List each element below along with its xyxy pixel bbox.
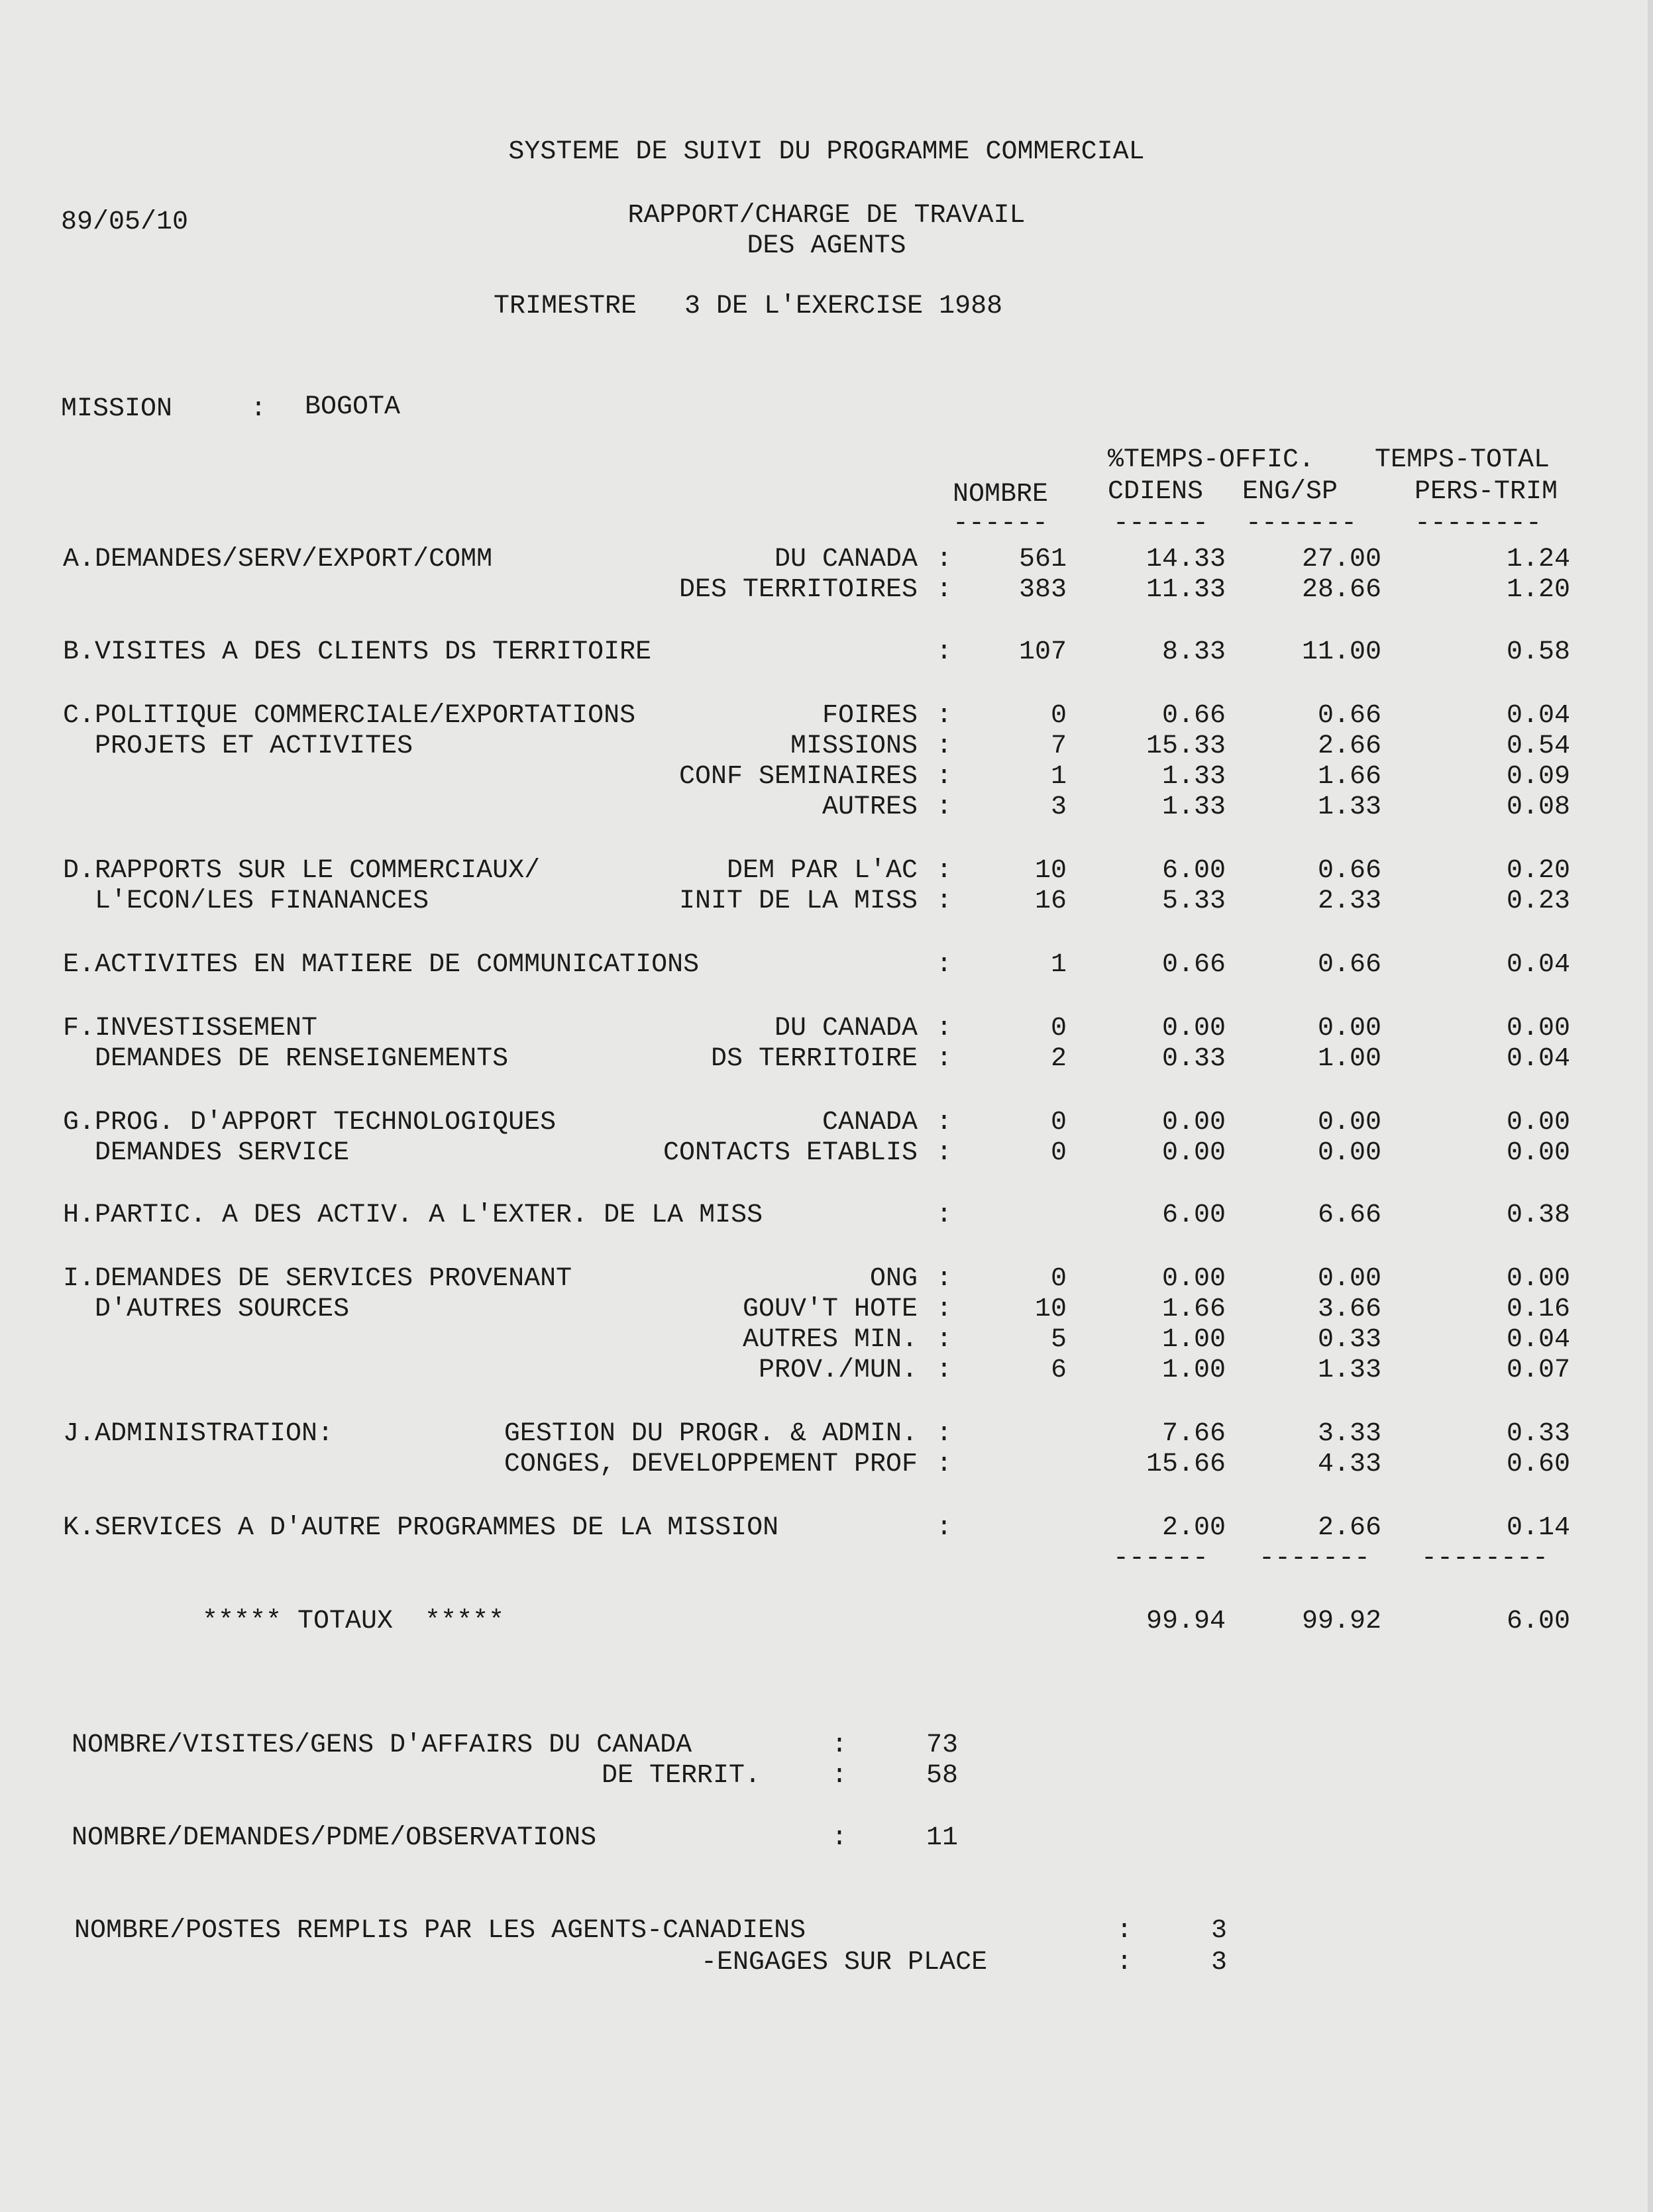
row-nombre-value: 0 <box>1050 1014 1067 1043</box>
mission-colon: : <box>250 394 267 424</box>
row-engsp-value: 3.66 <box>1317 1294 1381 1324</box>
postes-value: 3 <box>1211 1916 1228 1946</box>
row-cdiens-value: 15.66 <box>1146 1449 1226 1479</box>
row-cdiens-value: 1.00 <box>1161 1325 1226 1355</box>
row-nombre-value: 7 <box>1050 731 1067 761</box>
row-engsp-value: 2.66 <box>1317 731 1381 761</box>
row-nombre-value: 3 <box>1050 792 1067 822</box>
territ-colon: : <box>831 1761 848 1791</box>
postes-label: NOMBRE/POSTES REMPLIS PAR LES AGENTS-CANADIENS <box>74 1916 806 1946</box>
row-pers-trim-value: 0.00 <box>1506 1014 1570 1043</box>
row-engsp-value: 1.66 <box>1317 762 1381 792</box>
header-underline-engsp: ------- <box>1246 509 1358 539</box>
row-colon: : <box>936 575 953 605</box>
col-header-engsp: ENG/SP <box>1242 477 1338 507</box>
row-category-label: PROJETS ET ACTIVITES <box>63 731 413 761</box>
row-pers-trim-value: 0.23 <box>1506 886 1570 916</box>
row-colon: : <box>936 792 953 822</box>
territ-value: 58 <box>926 1761 959 1791</box>
row-subcategory-label: CONF SEMINAIRES <box>678 762 918 792</box>
row-category-label: J.ADMINISTRATION: <box>63 1419 334 1449</box>
row-engsp-value: 6.66 <box>1317 1200 1381 1230</box>
row-cdiens-value: 14.33 <box>1146 545 1226 574</box>
row-colon: : <box>936 856 953 886</box>
row-category-label: C.POLITIQUE COMMERCIALE/EXPORTATIONS <box>63 701 636 731</box>
row-nombre-value: 107 <box>1018 637 1067 667</box>
row-nombre-value: 5 <box>1050 1325 1067 1355</box>
row-pers-trim-value: 0.54 <box>1506 731 1570 761</box>
row-nombre-value: 10 <box>1034 1294 1067 1324</box>
header-underline-cdiens: ------ <box>1113 509 1209 539</box>
row-colon: : <box>936 637 953 667</box>
row-pers-trim-value: 0.04 <box>1506 950 1570 980</box>
totals-engsp: 99.92 <box>1301 1606 1381 1636</box>
row-engsp-value: 0.66 <box>1317 950 1381 980</box>
col-header-nombre: NOMBRE <box>953 480 1049 509</box>
engages-value: 3 <box>1211 1948 1228 1977</box>
row-cdiens-value: 1.33 <box>1161 762 1226 792</box>
row-pers-trim-value: 0.58 <box>1506 637 1570 667</box>
row-colon: : <box>936 1014 953 1043</box>
demandes-value: 11 <box>926 1823 959 1853</box>
row-category-label: DEMANDES DE RENSEIGNEMENTS <box>63 1044 509 1074</box>
row-cdiens-value: 5.33 <box>1161 886 1226 916</box>
report-title-line-1: RAPPORT/CHARGE DE TRAVAIL <box>627 201 1026 231</box>
row-pers-trim-value: 0.04 <box>1506 701 1570 731</box>
report-date: 89/05/10 <box>61 207 189 237</box>
row-colon: : <box>936 886 953 916</box>
row-pers-trim-value: 0.16 <box>1506 1294 1570 1324</box>
col-header-pct-temps-offic: %TEMPS-OFFIC. <box>1108 445 1315 475</box>
row-pers-trim-value: 1.20 <box>1506 575 1570 605</box>
row-cdiens-value: 0.66 <box>1161 950 1226 980</box>
mission-label: MISSION <box>61 394 173 424</box>
system-title: SYSTEME DE SUIVI DU PROGRAMME COMMERCIAL <box>508 137 1145 167</box>
row-colon: : <box>936 731 953 761</box>
header-underline-pers-trim: -------- <box>1414 509 1542 539</box>
row-engsp-value: 0.00 <box>1317 1014 1381 1043</box>
row-engsp-value: 3.33 <box>1317 1419 1381 1449</box>
row-nombre-value: 0 <box>1050 701 1067 731</box>
row-pers-trim-value: 0.04 <box>1506 1325 1570 1355</box>
row-engsp-value: 0.00 <box>1317 1108 1381 1137</box>
row-pers-trim-value: 0.20 <box>1506 856 1570 886</box>
row-nombre-value: 10 <box>1034 856 1067 886</box>
row-colon: : <box>936 1108 953 1137</box>
row-category-label: H.PARTIC. A DES ACTIV. A L'EXTER. DE LA MISS <box>63 1200 763 1230</box>
row-colon: : <box>936 950 953 980</box>
row-subcategory-label: DES TERRITOIRES <box>678 575 918 605</box>
row-category-label: DEMANDES SERVICE <box>63 1138 350 1168</box>
row-cdiens-value: 6.00 <box>1161 856 1226 886</box>
row-pers-trim-value: 0.09 <box>1506 762 1570 792</box>
row-engsp-value: 0.66 <box>1317 856 1381 886</box>
row-cdiens-value: 8.33 <box>1161 637 1226 667</box>
report-title-line-2: DES AGENTS <box>747 231 906 261</box>
row-subcategory-label: CONTACTS ETABLIS <box>663 1138 918 1168</box>
row-subcategory-label: MISSIONS <box>790 731 918 761</box>
row-pers-trim-value: 0.00 <box>1506 1264 1570 1294</box>
mission-value: BOGOTA <box>305 392 401 422</box>
row-engsp-value: 0.66 <box>1317 701 1381 731</box>
row-colon: : <box>936 1325 953 1355</box>
totals-label: ***** TOTAUX ***** <box>202 1606 505 1636</box>
row-subcategory-label: ONG <box>869 1264 918 1294</box>
row-engsp-value: 4.33 <box>1317 1449 1381 1479</box>
row-engsp-value: 28.66 <box>1301 575 1381 605</box>
row-engsp-value: 1.33 <box>1317 1355 1381 1385</box>
row-pers-trim-value: 0.00 <box>1506 1138 1570 1168</box>
trimester-line: TRIMESTRE 3 DE L'EXERCISE 1988 <box>494 291 1003 321</box>
row-colon: : <box>936 545 953 574</box>
row-colon: : <box>936 1044 953 1074</box>
row-cdiens-value: 0.00 <box>1161 1014 1226 1043</box>
row-colon: : <box>936 762 953 792</box>
row-subcategory-label: DEM PAR L'AC <box>726 856 918 886</box>
row-cdiens-value: 7.66 <box>1161 1419 1226 1449</box>
demandes-colon: : <box>831 1823 848 1853</box>
row-nombre-value: 1 <box>1050 762 1067 792</box>
territ-label: DE TERRIT. <box>602 1761 761 1791</box>
row-cdiens-value: 15.33 <box>1146 731 1226 761</box>
row-subcategory-label: DS TERRITOIRE <box>710 1044 918 1074</box>
row-cdiens-value: 0.00 <box>1161 1138 1226 1168</box>
row-nombre-value: 383 <box>1018 575 1067 605</box>
row-colon: : <box>936 1513 953 1543</box>
row-category-label: L'ECON/LES FINANANCES <box>63 886 429 916</box>
row-nombre-value: 0 <box>1050 1138 1067 1168</box>
row-subcategory-label: DU CANADA <box>774 545 918 574</box>
row-nombre-value: 0 <box>1050 1108 1067 1137</box>
row-colon: : <box>936 1200 953 1230</box>
row-pers-trim-value: 0.33 <box>1506 1419 1570 1449</box>
engages-colon: : <box>1116 1948 1133 1977</box>
row-category-label: D.RAPPORTS SUR LE COMMERCIAUX/ <box>63 856 541 886</box>
row-pers-trim-value: 1.24 <box>1506 545 1570 574</box>
row-subcategory-label: FOIRES <box>822 701 918 731</box>
row-pers-trim-value: 0.38 <box>1506 1200 1570 1230</box>
row-category-label: D'AUTRES SOURCES <box>63 1294 350 1324</box>
row-engsp-value: 1.00 <box>1317 1044 1381 1074</box>
row-subcategory-label: DU CANADA <box>774 1014 918 1043</box>
row-pers-trim-value: 0.04 <box>1506 1044 1570 1074</box>
row-colon: : <box>936 1449 953 1479</box>
row-cdiens-value: 1.33 <box>1161 792 1226 822</box>
row-subcategory-label: CANADA <box>822 1108 918 1137</box>
row-cdiens-value: 1.00 <box>1161 1355 1226 1385</box>
row-nombre-value: 0 <box>1050 1264 1067 1294</box>
postes-colon: : <box>1116 1916 1133 1946</box>
row-category-label: A.DEMANDES/SERV/EXPORT/COMM <box>63 545 493 574</box>
row-pers-trim-value: 0.08 <box>1506 792 1570 822</box>
row-cdiens-value: 0.00 <box>1161 1264 1226 1294</box>
row-subcategory-label: AUTRES <box>822 792 918 822</box>
row-pers-trim-value: 0.00 <box>1506 1108 1570 1137</box>
col-header-temps-total: TEMPS-TOTAL <box>1375 445 1550 475</box>
row-pers-trim-value: 0.14 <box>1506 1513 1570 1543</box>
row-engsp-value: 11.00 <box>1301 637 1381 667</box>
demandes-label: NOMBRE/DEMANDES/PDME/OBSERVATIONS <box>72 1823 597 1853</box>
row-nombre-value: 16 <box>1034 886 1067 916</box>
row-engsp-value: 1.33 <box>1317 792 1381 822</box>
row-nombre-value: 561 <box>1018 545 1067 574</box>
row-cdiens-value: 2.00 <box>1161 1513 1226 1543</box>
row-category-label: G.PROG. D'APPORT TECHNOLOGIQUES <box>63 1108 557 1137</box>
row-category-label: B.VISITES A DES CLIENTS DS TERRITOIRE <box>63 637 652 667</box>
visites-colon: : <box>831 1730 848 1760</box>
header-underline-nombre: ------ <box>953 509 1049 539</box>
row-colon: : <box>936 1355 953 1385</box>
visites-label: NOMBRE/VISITES/GENS D'AFFAIRS DU CANADA <box>72 1730 692 1760</box>
row-engsp-value: 0.33 <box>1317 1325 1381 1355</box>
col-header-cdiens: CDIENS <box>1108 477 1204 507</box>
row-cdiens-value: 1.66 <box>1161 1294 1226 1324</box>
row-category-label: K.SERVICES A D'AUTRE PROGRAMMES DE LA MISSION <box>63 1513 779 1543</box>
totals-cdiens: 99.94 <box>1146 1606 1226 1636</box>
totals-underline-cdiens: ------ <box>1113 1544 1209 1573</box>
row-subcategory-label: PROV./MUN. <box>758 1355 918 1385</box>
row-subcategory-label: INIT DE LA MISS <box>678 886 918 916</box>
row-colon: : <box>936 1138 953 1168</box>
row-engsp-value: 27.00 <box>1301 545 1381 574</box>
col-header-pers-trim: PERS-TRIM <box>1414 477 1558 507</box>
row-pers-trim-value: 0.07 <box>1506 1355 1570 1385</box>
row-cdiens-value: 6.00 <box>1161 1200 1226 1230</box>
totals-underline-pers-trim: -------- <box>1421 1544 1549 1573</box>
row-cdiens-value: 0.66 <box>1161 701 1226 731</box>
row-subcategory-label: AUTRES MIN. <box>742 1325 918 1355</box>
row-engsp-value: 2.66 <box>1317 1513 1381 1543</box>
row-cdiens-value: 0.33 <box>1161 1044 1226 1074</box>
row-subcategory-label: GOUV'T HOTE <box>742 1294 918 1324</box>
page-edge-shadow <box>1648 0 1653 2212</box>
row-cdiens-value: 11.33 <box>1146 575 1226 605</box>
row-cdiens-value: 0.00 <box>1161 1108 1226 1137</box>
row-nombre-value: 2 <box>1050 1044 1067 1074</box>
totals-pers-trim: 6.00 <box>1506 1606 1570 1636</box>
row-engsp-value: 0.00 <box>1317 1264 1381 1294</box>
row-category-label: F.INVESTISSEMENT <box>63 1014 318 1043</box>
visites-canada-value: 73 <box>926 1730 959 1760</box>
row-colon: : <box>936 1264 953 1294</box>
row-nombre-value: 1 <box>1050 950 1067 980</box>
row-pers-trim-value: 0.60 <box>1506 1449 1570 1479</box>
row-subcategory-label: CONGES, DEVELOPPEMENT PROF <box>504 1449 918 1479</box>
engages-label: -ENGAGES SUR PLACE <box>701 1948 988 1977</box>
row-nombre-value: 6 <box>1050 1355 1067 1385</box>
row-colon: : <box>936 701 953 731</box>
row-engsp-value: 2.33 <box>1317 886 1381 916</box>
row-category-label: I.DEMANDES DE SERVICES PROVENANT <box>63 1264 572 1294</box>
row-colon: : <box>936 1419 953 1449</box>
totals-underline-engsp: ------- <box>1259 1544 1371 1573</box>
row-subcategory-label: GESTION DU PROGR. & ADMIN. <box>504 1419 918 1449</box>
row-category-label: E.ACTIVITES EN MATIERE DE COMMUNICATIONS <box>63 950 700 980</box>
row-colon: : <box>936 1294 953 1324</box>
row-engsp-value: 0.00 <box>1317 1138 1381 1168</box>
